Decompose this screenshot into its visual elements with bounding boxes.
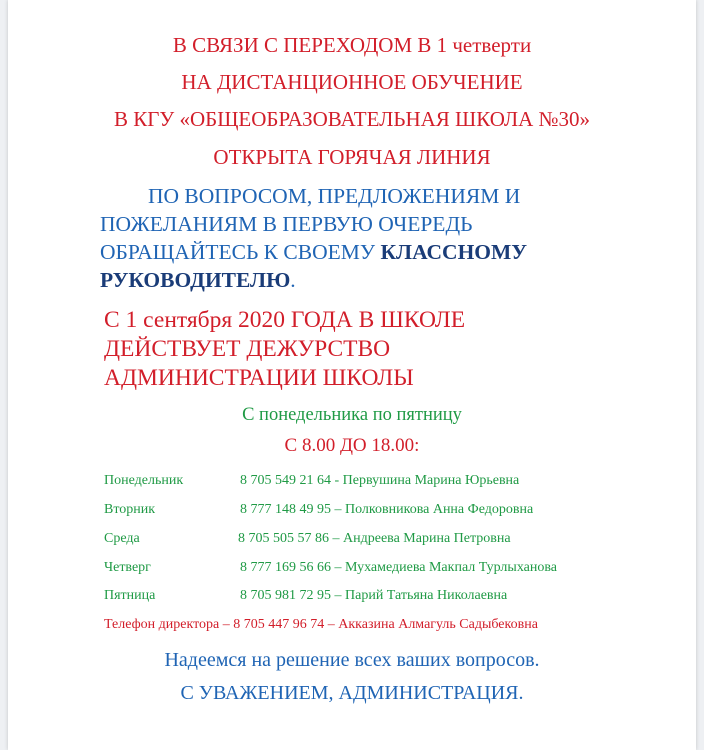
heading-line-1: В СВЯЗИ С ПЕРЕХОДОМ В 1 четверти xyxy=(172,33,532,57)
contact-note-line-3 xyxy=(100,238,527,266)
duty-notice-line-3: АДМИНИСТРАЦИИ ШКОЛЫ xyxy=(104,365,414,391)
schedule-day: Понедельник xyxy=(104,473,184,488)
contact-note-line-1: ПО ВОПРОСОМ, ПРЕДЛОЖЕНИЯМ И xyxy=(148,184,521,208)
footer-hope: Надеемся на решение всех ваших вопросов. xyxy=(164,649,540,671)
heading-line-3: В КГУ «ОБЩЕОБРАЗОВАТЕЛЬНАЯ ШКОЛА №30» xyxy=(113,107,591,131)
schedule-day: Вторник xyxy=(104,502,156,517)
schedule-day: Четверг xyxy=(104,560,151,575)
schedule-info: 8 777 169 56 66 – Мухамедиева Макпал Турлыханова xyxy=(240,560,557,575)
schedule-day: Среда xyxy=(104,531,140,546)
heading-line-2: НА ДИСТАНЦИОННОЕ ОБУЧЕНИЕ xyxy=(181,70,523,94)
schedule-info: 8 705 981 72 95 – Парий Татьяна Николаевна xyxy=(240,588,508,603)
schedule-info: 8 705 549 21 64 - Первушина Марина Юрьевна xyxy=(240,473,520,488)
heading-line-4: ОТКРЫТА ГОРЯЧАЯ ЛИНИЯ xyxy=(213,145,491,169)
duty-notice-line-2: ДЕЙСТВУЕТ ДЕЖУРСТВО xyxy=(104,336,391,362)
contact-note-line-3-prefix: ОБРАЩАЙТЕСЬ К СВОЕМУ xyxy=(100,240,381,264)
schedule-info: 8 705 505 57 86 – Андреева Марина Петровна xyxy=(238,531,511,546)
footer-regards: С УВАЖЕНИЕМ, АДМИНИСТРАЦИЯ. xyxy=(180,682,524,704)
director-phone: Телефон директора – 8 705 447 96 74 – Акказина Алмагуль Садыбековна xyxy=(104,617,538,632)
hours-days: С понедельника по пятницу xyxy=(242,405,462,425)
schedule-day: Пятница xyxy=(104,588,156,603)
duty-notice-line-1: С 1 сентября 2020 ГОДА В ШКОЛЕ xyxy=(104,307,466,333)
hours-time: С 8.00 ДО 18.00: xyxy=(284,435,420,456)
document-page xyxy=(8,0,696,750)
contact-note-line-4 xyxy=(100,266,296,294)
schedule-info: 8 777 148 49 95 – Полковникова Анна Федоровна xyxy=(240,502,534,517)
contact-note-bold-class: КЛАССНОМУ xyxy=(380,240,528,264)
contact-note-line-4-suffix: . xyxy=(290,268,296,292)
contact-note-line-2: ПОЖЕЛАНИЯМ В ПЕРВУЮ ОЧЕРЕДЬ xyxy=(100,212,473,236)
contact-note-bold-teacher: РУКОВОДИТЕЛЮ xyxy=(100,268,291,292)
